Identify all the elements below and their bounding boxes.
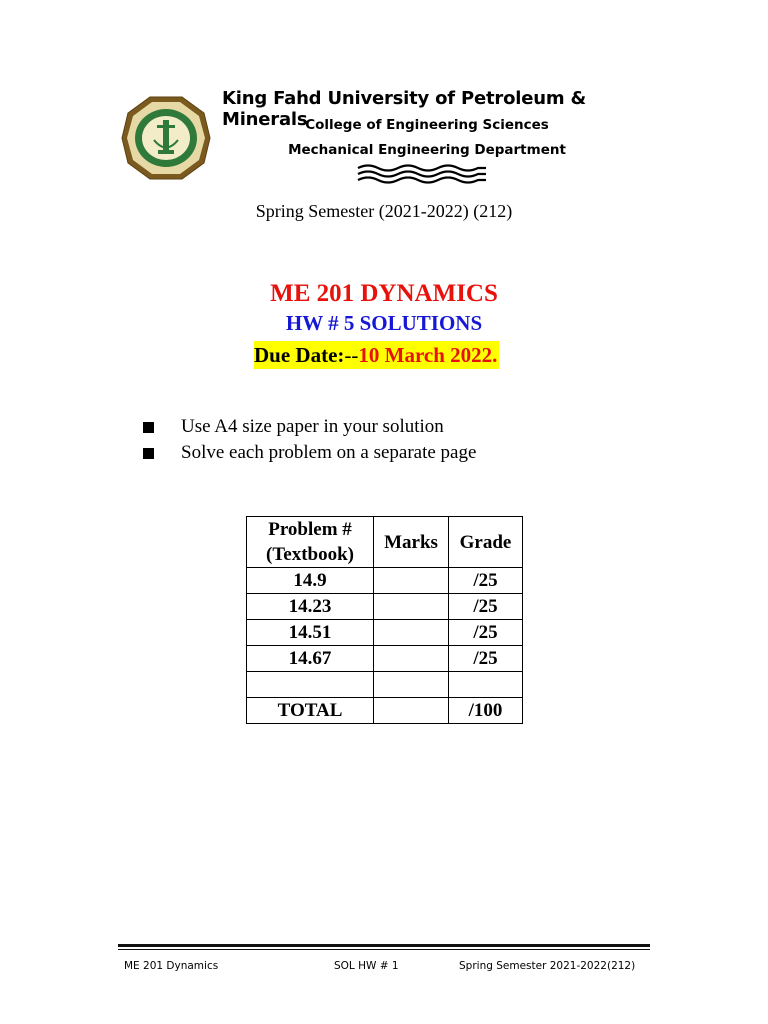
homework-title: HW # 5 SOLUTIONS <box>285 311 483 335</box>
problem-cell: 14.67 <box>247 646 374 672</box>
semester-line: Spring Semester (2021-2022) (212) <box>255 201 513 221</box>
total-grade: /100 <box>449 698 523 724</box>
instruction-text: Solve each problem on a separate page <box>181 442 477 463</box>
college-name: College of Engineering Sciences <box>305 117 549 133</box>
footer-hw: SOL HW # 1 <box>334 960 399 972</box>
grade-cell: /25 <box>449 646 523 672</box>
bullet-square-icon <box>143 422 154 433</box>
header-problem <box>247 517 374 568</box>
problem-cell <box>247 672 374 698</box>
list-item <box>143 414 476 440</box>
problem-cell: 14.23 <box>247 594 374 620</box>
marks-cell <box>374 672 449 698</box>
instructions-list <box>143 414 476 466</box>
due-date-label: Due Date: <box>254 343 345 367</box>
header-problem-line1: Problem # <box>268 519 352 540</box>
table-row <box>247 646 523 672</box>
total-label: TOTAL <box>247 698 374 724</box>
table-row <box>247 672 523 698</box>
footer-divider <box>118 944 650 947</box>
grade-cell: /25 <box>449 620 523 646</box>
due-date <box>254 341 499 369</box>
university-name: King Fahd University of Petroleum & Minerals <box>222 88 586 130</box>
footer-semester: Spring Semester 2021-2022(212) <box>459 960 636 972</box>
marks-cell <box>374 594 449 620</box>
grades-table <box>246 516 523 724</box>
table-total-row <box>247 698 523 724</box>
grade-cell: /25 <box>449 568 523 594</box>
footer-course: ME 201 Dynamics <box>124 960 219 972</box>
wave-ornament <box>356 163 488 187</box>
grade-cell <box>449 672 523 698</box>
university-seal-icon <box>120 95 212 181</box>
footer-divider-thin <box>118 949 650 950</box>
department-name: Mechanical Engineering Department <box>288 142 566 158</box>
bullet-square-icon <box>143 448 154 459</box>
table-header-row <box>247 517 523 568</box>
problem-cell: 14.51 <box>247 620 374 646</box>
marks-cell <box>374 568 449 594</box>
header-grade: Grade <box>449 517 523 568</box>
total-marks <box>374 698 449 724</box>
list-item <box>143 440 476 466</box>
table-row <box>247 568 523 594</box>
grade-cell: /25 <box>449 594 523 620</box>
course-title: ME 201 DYNAMICS <box>270 280 498 307</box>
header-marks: Marks <box>374 517 449 568</box>
due-date-separator: -- <box>344 343 359 367</box>
marks-cell <box>374 646 449 672</box>
table-row <box>247 594 523 620</box>
table-row <box>247 620 523 646</box>
problem-cell: 14.9 <box>247 568 374 594</box>
instruction-text: Use A4 size paper in your solution <box>181 416 444 437</box>
header-problem-line2: (Textbook) <box>266 544 354 565</box>
marks-cell <box>374 620 449 646</box>
due-date-value: 10 March 2022. <box>358 343 498 367</box>
